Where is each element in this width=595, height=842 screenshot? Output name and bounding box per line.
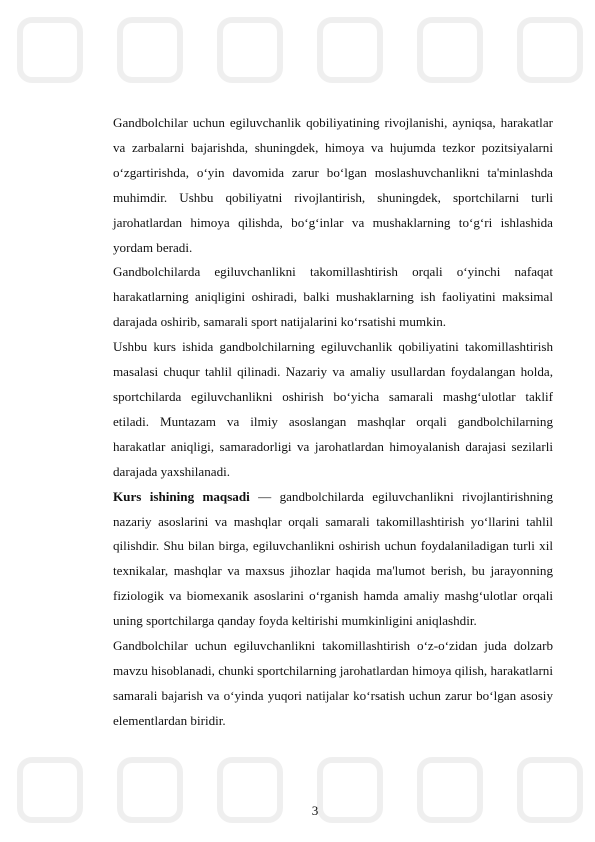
paragraph-3 <box>113 335 553 484</box>
paragraph-4-text: — gandbolchilarda egiluvchanlikni rivojlantirishning nazariy asoslarini va mashqlar orqali samarali takomillashtirish yo‘llarini tahlil qilishdir. Shu bilan birga, egiluvchanlikni oshirish uchun foydalaniladigan turli xil texnikalar, mashqlar va maxsus jihozlar haqida ma'lumot berish, bu jarayonning fiziologik va biomexanik asoslarini o‘rganish hamda amaliy mashg‘ulotlar orqali uning sportchilarga qanday foyda keltirishi mumkinligini aniqlashdir. <box>113 488 553 629</box>
paragraph-1 <box>113 111 553 260</box>
paragraph-1-text: Gandbolchilar uchun egiluvchanlik qobiliyatining rivojlanishi, ayniqsa, harakatlar va zarbalarni bajarishda, shuningdek, himoya va hujumda tezkor pozitsiyalarni o‘zgartirishda, o‘yin davomida zarur bo‘lgan moslashuvchanlikni ta'minlashda muhimdir. Ushbu qobiliyatni rivojlantirish, shuningdek, sportchilarni turli jarohatlardan himoya qilishda, bo‘g‘inlar va mushaklarning to‘g‘ri ishlashida yordam beradi. <box>113 115 553 255</box>
paragraph-2-text: Gandbolchilarda egiluvchanlikni takomillashtirish orqali o‘yinchi nafaqat harakatlarning aniqligini oshiradi, balki mushaklarning ish faoliyatini maksimal darajada oshirib, samarali sport natijalarini ko‘rsatishi mumkin. <box>113 264 553 330</box>
page-number: 3 <box>311 803 319 818</box>
paragraph-3-text: Ushbu kurs ishida gandbolchilarning egiluvchanlik qobiliyatini takomillashtirish masalasi chuqur tahlil qilinadi. Nazariy va amaliy usullardan foydalangan holda, sportchilarda egiluvchanlikni oshirish bo‘yicha samarali mashg‘ulotlar taklif etiladi. Muntazam va ilmiy asoslangan mashqlar orqali gandbolchilarning harakatlar aniqligi, samaradorligi va jarohatlardan himoyalanish darajasi sezilarli darajada yaxshilanadi. <box>113 339 553 479</box>
paragraph-2 <box>113 260 553 335</box>
paragraph-5 <box>113 634 553 734</box>
paragraph-5-text: Gandbolchilar uchun egiluvchanlikni takomillashtirish o‘z-o‘zidan juda dolzarb mavzu hisoblanadi, chunki sportchilarning jarohatlardan himoya qilish, harakatlarni samarali bajarish va o‘yinda yuqori natijalar ko‘rsatish uchun zarur bo‘lgan asosiy elementlardan biridir. <box>113 638 553 728</box>
paragraph-4 <box>113 485 553 634</box>
paragraph-4-lead: Kurs ishining maqsadi <box>113 488 250 504</box>
page-content <box>113 111 553 734</box>
